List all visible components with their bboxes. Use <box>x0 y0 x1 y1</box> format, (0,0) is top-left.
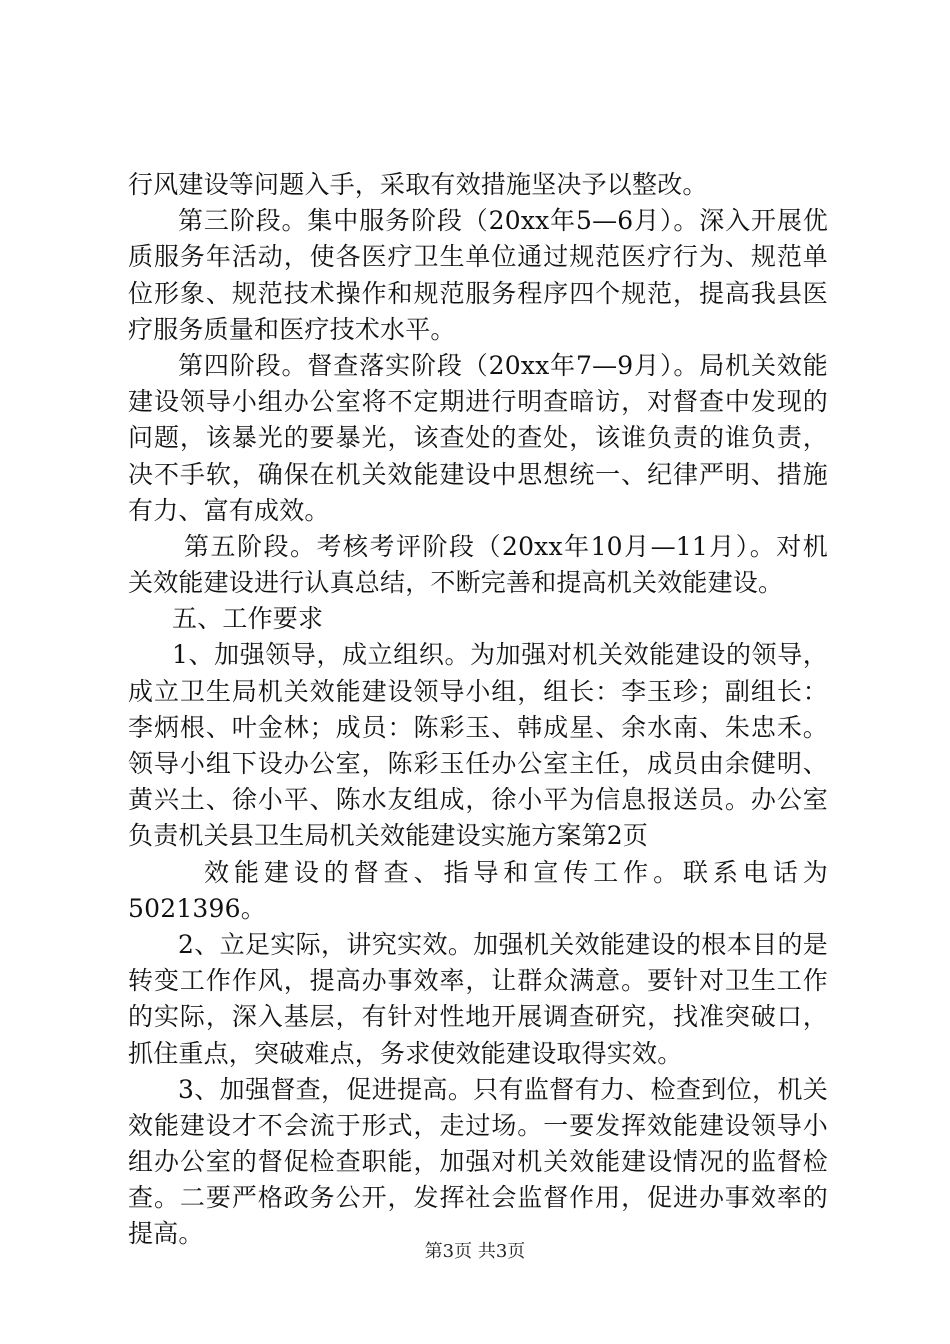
text-line: 问题，该暴光的要暴光，该查处的查处，该谁负责的谁负责， <box>128 423 828 453</box>
text-line: 成立卫生局机关效能建设领导小组，组长：李玉珍；副组长： <box>128 676 828 706</box>
text-line: 李炳根、叶金林；成员：陈彩玉、韩成星、余水南、朱忠禾。 <box>128 712 828 742</box>
text-line: 3、加强督查，促进提高。只有监督有力、检查到位，机关 <box>178 1074 828 1104</box>
text-line: 效能建设才不会流于形式，走过场。一要发挥效能建设领导小 <box>128 1110 828 1140</box>
text-line: 质服务年活动，使各医疗卫生单位通过规范医疗行为、规范单 <box>128 242 828 272</box>
text-line: 2、立足实际，讲究实效。加强机关效能建设的根本目的是 <box>178 929 828 959</box>
text-line: 黄兴土、徐小平、陈水友组成，徐小平为信息报送员。办公室 <box>128 785 828 815</box>
section-heading: 五、工作要求 <box>172 604 324 634</box>
text-line: 第四阶段。督查落实阶段（20xx年7—9月）。局机关效能 <box>178 350 828 380</box>
page-footer: 第3页 共3页 <box>424 1241 526 1262</box>
text-line: 第五阶段。考核考评阶段（20xx年10月—11月）。对机 <box>184 531 828 561</box>
text-line: 抓住重点，突破难点，务求使效能建设取得实效。 <box>128 1038 683 1068</box>
text-line: 关效能建设进行认真总结，不断完善和提高机关效能建设。 <box>128 568 784 598</box>
text-line: 第三阶段。集中服务阶段（20xx年5—6月）。深入开展优 <box>178 206 828 236</box>
document-body <box>128 167 828 1253</box>
text-line: 5021396。 <box>128 893 266 923</box>
text-line: 疗服务质量和医疗技术水平。 <box>128 314 456 344</box>
text-line: 提高。 <box>128 1219 204 1249</box>
text-line: 行风建设等问题入手，采取有效措施坚决予以整改。 <box>128 170 708 199</box>
text-line: 组办公室的督促检查职能，加强对机关效能建设情况的监督检 <box>128 1147 828 1177</box>
text-line: 效能建设的督查、指导和宣传工作。联系电话为 <box>204 857 828 887</box>
text-line: 有力、富有成效。 <box>128 495 330 525</box>
text-line: 决不手软，确保在机关效能建设中思想统一、纪律严明、措施 <box>128 459 828 489</box>
text-line: 建设领导小组办公室将不定期进行明查暗访，对督查中发现的 <box>128 387 828 417</box>
text-line: 负责机关县卫生局机关效能建设实施方案第2页 <box>128 821 649 851</box>
text-line: 转变工作作风，提高办事效率，让群众满意。要针对卫生工作 <box>128 966 828 996</box>
text-line: 位形象、规范技术操作和规范服务程序四个规范，提高我县医 <box>128 278 828 308</box>
text-line: 的实际，深入基层，有针对性地开展调查研究，找准突破口， <box>128 1002 828 1032</box>
text-line: 查。二要严格政务公开，发挥社会监督作用，促进办事效率的 <box>128 1183 828 1213</box>
text-line: 1、加强领导，成立组织。为加强对机关效能建设的领导， <box>172 640 828 670</box>
text-line: 领导小组下设办公室，陈彩玉任办公室主任，成员由余健明、 <box>128 749 828 778</box>
